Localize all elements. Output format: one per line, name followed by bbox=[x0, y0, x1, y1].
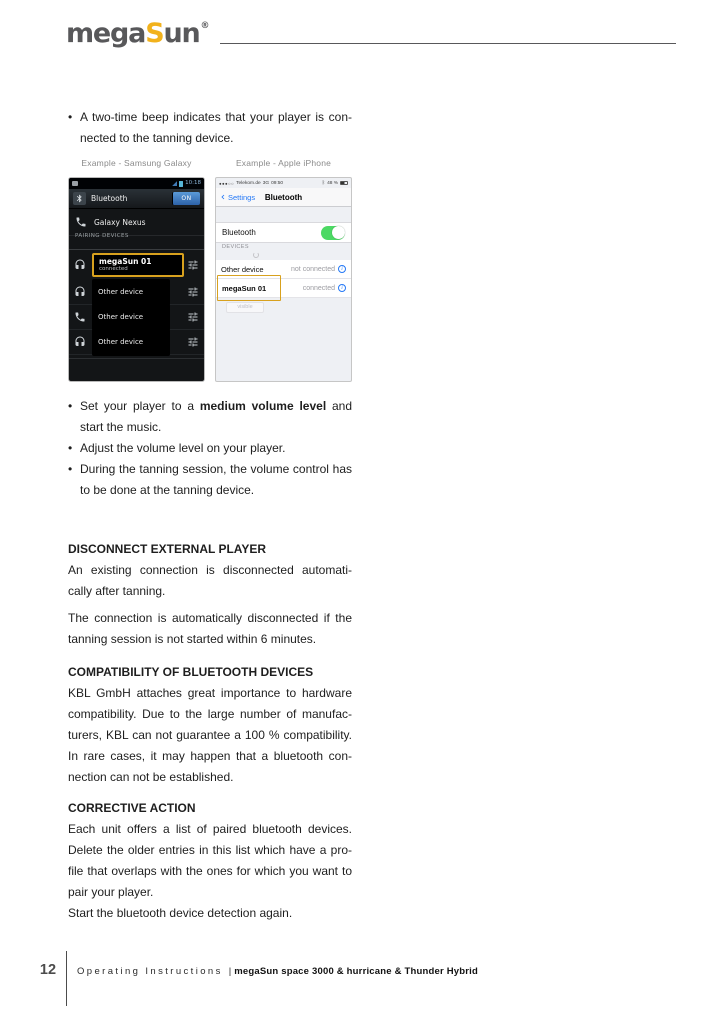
device-name-highlighted: megaSun 01 bbox=[217, 275, 281, 301]
bluetooth-glyph-icon: ᛒ bbox=[322, 179, 326, 186]
footer-separator: | bbox=[228, 966, 232, 977]
pairing-devices-label: PAIRING DEVICES bbox=[69, 236, 204, 250]
bullet-during-session bbox=[68, 459, 352, 501]
logo-accent: S bbox=[145, 18, 164, 49]
bullet-two-time-beep bbox=[68, 107, 352, 149]
headphones-icon bbox=[74, 336, 86, 348]
samsung-empty-area bbox=[69, 358, 204, 381]
battery-icon bbox=[340, 181, 348, 185]
bullet-marker: • bbox=[68, 399, 73, 413]
caption-samsung: Example - Samsung Galaxy bbox=[81, 158, 192, 168]
section-heading: DISCONNECT EXTERNAL PLAYER bbox=[68, 542, 267, 556]
text-post: and bbox=[326, 399, 352, 413]
devices-section-label bbox=[216, 243, 351, 260]
bullet-list bbox=[68, 396, 352, 501]
page-number: 12 bbox=[39, 962, 57, 978]
scanning-spinner-icon bbox=[253, 252, 259, 258]
network-label: 3G bbox=[262, 180, 270, 186]
header-rule bbox=[220, 43, 677, 44]
main-column bbox=[68, 107, 352, 924]
paragraph: The connection is automatically disconnected if the tanning session is not started within 6 minutes. bbox=[68, 611, 352, 646]
section-compatibility bbox=[68, 662, 352, 788]
bullet-text bbox=[80, 396, 352, 438]
spacer bbox=[216, 207, 351, 222]
headphones-icon bbox=[74, 259, 86, 271]
other-device-row bbox=[69, 280, 204, 305]
back-label: Settings bbox=[228, 192, 256, 202]
text-pre: Set your player to a bbox=[80, 399, 200, 413]
section-heading: CORRECTIVE ACTION bbox=[68, 801, 196, 815]
paragraph: Start the bluetooth device detection again. bbox=[68, 906, 293, 920]
device-status: not connected bbox=[291, 265, 335, 273]
chevron-left-icon bbox=[219, 193, 227, 201]
paragraph: An existing connection is disconnected automati- cally after tanning. bbox=[68, 563, 352, 598]
samsung-bluetooth-header bbox=[69, 189, 204, 209]
samsung-screenshot bbox=[68, 177, 205, 382]
highlight-box bbox=[92, 253, 184, 277]
bullet-marker: • bbox=[68, 462, 73, 476]
bullet-text: During the tanning session, the volume control has to be done at the tanning device. bbox=[80, 462, 352, 497]
tune-icon bbox=[187, 336, 199, 348]
footer-product-title: megaSun space 3000 & hurricane & Thunder Hybrid bbox=[234, 966, 479, 977]
own-device-name: Galaxy Nexus bbox=[94, 217, 146, 227]
footer-doc-title: Operating Instructions bbox=[77, 966, 223, 977]
time-label: 09:50 bbox=[271, 180, 284, 186]
device-row-megasun bbox=[216, 279, 351, 298]
iphone-screenshot bbox=[215, 177, 352, 382]
devices-label-text: DEVICES bbox=[222, 244, 249, 250]
toggle-knob bbox=[332, 226, 345, 239]
headphones-icon bbox=[74, 286, 86, 298]
device-name: Other device bbox=[221, 264, 264, 274]
logo-part1: mega bbox=[66, 18, 146, 49]
text-bold: medium volume level bbox=[199, 399, 327, 413]
carrier-label: Telekom.de bbox=[236, 180, 261, 186]
info-icon: i bbox=[338, 284, 346, 292]
bullet-set-player bbox=[68, 396, 352, 438]
megasun-logo bbox=[66, 20, 210, 47]
paired-device-name: megaSun 01 bbox=[99, 257, 152, 266]
tune-icon bbox=[187, 286, 199, 298]
footer bbox=[77, 966, 478, 977]
samsung-header-title: Bluetooth bbox=[91, 194, 128, 203]
bluetooth-toggle-on bbox=[321, 226, 345, 240]
paired-device-row bbox=[69, 250, 204, 280]
page-header bbox=[66, 20, 676, 47]
logo-part2: un bbox=[163, 18, 200, 49]
bullet-adjust-volume bbox=[68, 438, 352, 459]
signal-icon bbox=[172, 181, 177, 186]
footer-divider bbox=[66, 951, 67, 1006]
back-to-settings-button bbox=[219, 187, 255, 208]
screenshot-captions bbox=[68, 153, 352, 174]
paragraph: Each unit offers a list of paired bluetooth devices. Delete the older entries in this list which have a pro- file that overlaps with the ones for which you want to pair your player. bbox=[68, 822, 352, 899]
iphone-nav-bar bbox=[216, 188, 351, 207]
bluetooth-label: Bluetooth bbox=[222, 228, 256, 237]
other-device-name: Other device bbox=[92, 304, 170, 331]
tune-icon bbox=[187, 311, 199, 323]
bullet-marker: • bbox=[68, 441, 73, 455]
text-line2: start the music. bbox=[80, 420, 162, 434]
other-device-name: Other device bbox=[92, 329, 170, 356]
section-corrective-action bbox=[68, 798, 352, 924]
other-device-name: Other device bbox=[92, 279, 170, 306]
phone-icon bbox=[74, 311, 86, 323]
screenshot-row bbox=[68, 177, 352, 382]
battery-percent: 48 % bbox=[327, 180, 338, 186]
bluetooth-on-toggle: ON bbox=[172, 192, 200, 205]
paragraph: KBL GmbH attaches great importance to hardware compatibility. Due to the large number of manufac- turers, KBL can not guarantee a 100 % compatibility. In rare cases, it may happen that a bluetooth con- nection can not be established. bbox=[68, 686, 352, 784]
visible-button: visible bbox=[226, 302, 264, 313]
status-time: 10:18 bbox=[185, 180, 201, 186]
registered-mark: ® bbox=[200, 21, 210, 31]
section-disconnect-external-player bbox=[68, 539, 352, 650]
paired-device-status: connected bbox=[99, 266, 128, 272]
bullet-text: Adjust the volume level on your player. bbox=[80, 441, 286, 455]
signal-dots-icon: ●●●○○ bbox=[219, 180, 235, 186]
device-status: connected bbox=[302, 284, 335, 292]
battery-icon bbox=[179, 181, 183, 187]
notification-icon bbox=[72, 181, 78, 186]
bluetooth-icon bbox=[73, 192, 86, 205]
other-device-row bbox=[69, 330, 204, 355]
bullet-text: A two-time beep indicates that your player is con- nected to the tanning device. bbox=[80, 110, 352, 145]
section-heading: COMPATIBILITY OF BLUETOOTH DEVICES bbox=[68, 665, 314, 679]
other-device-row bbox=[69, 305, 204, 330]
info-icon: i bbox=[338, 265, 346, 273]
caption-iphone: Example - Apple iPhone bbox=[235, 158, 332, 168]
tune-icon bbox=[187, 259, 199, 271]
iphone-nav-title: Bluetooth bbox=[264, 192, 303, 202]
bullet-marker: • bbox=[68, 110, 73, 124]
